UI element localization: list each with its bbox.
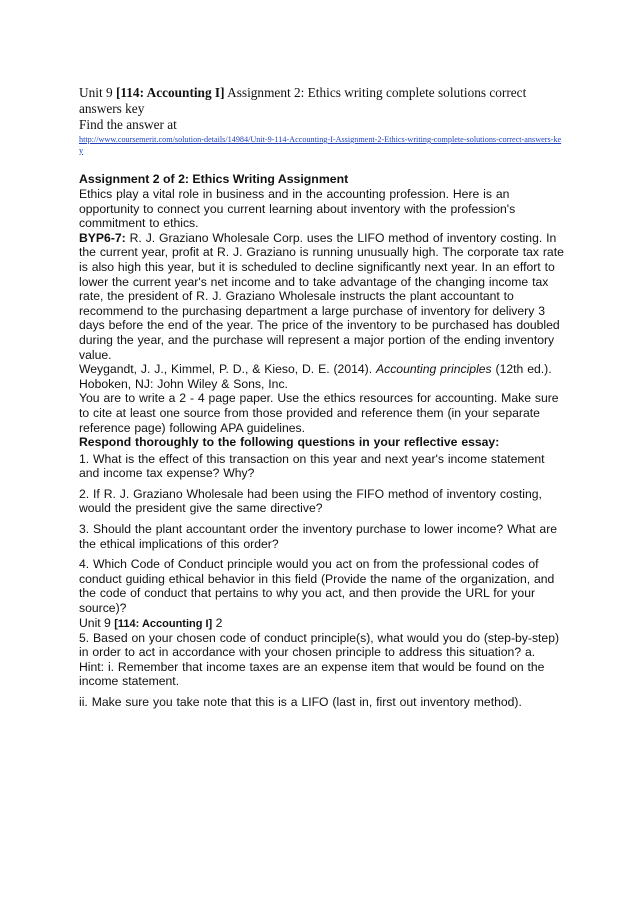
question-2: 2. If R. J. Graziano Wholesale had been using the FIFO method of inventory costing, would the president give the same directive? [79, 486, 542, 516]
document-content [79, 85, 564, 710]
question-5: 5. Based on your chosen code of conduct principle(s), what would you do (step-by-step) in order to act in accordance with your chosen principle to address this situation? a. Hint: i. Remember that income taxes are an expense item that would be found on the income statement. [79, 630, 560, 689]
course-name: [114: Accounting I] [115, 85, 225, 100]
citation-authors: Weygandt, J. J., Kimmel, P. D., & Kieso, D. E. (2014). [79, 362, 376, 377]
find-answer-label: Find the answer at [79, 117, 177, 132]
question-1: 1. What is the effect of this transaction on this year and next year's income statement and income tax expense? Why? [79, 451, 545, 481]
citation [79, 362, 564, 391]
document-header [79, 85, 564, 117]
unit-prefix: Unit 9 [79, 85, 116, 100]
unit-line-page: 2 [212, 615, 223, 630]
intro-paragraph: Ethics play a vital role in business and in the accounting profession. Here is an opportunity to connect you current learning about inventory with the profession's commitment to ethics. [79, 187, 516, 231]
instructions-paragraph: You are to write a 2 - 4 page paper. Use the ethics resources for accounting. Make sure to cite at least one source from those provided and reference them (in your separate reference page) following APA guidelines. [79, 391, 559, 435]
question-4: 4. Which Code of Conduct principle would you act on from the professional codes of conduct guiding ethical behavior in this field (Provide the name of the organization, and the code of conduct that pertains to why you act, and then provide the URL for your source)? [79, 557, 555, 616]
question-3: 3. Should the plant accountant order the inventory purchase to lower income? What are the ethical implications of this order? [79, 522, 558, 551]
respond-heading: Respond thoroughly to the following questions in your reflective essay: [79, 435, 500, 450]
citation-title: Accounting principles [375, 362, 492, 377]
case-text: R. J. Graziano Wholesale Corp. uses the LIFO method of inventory costing. In the current year, profit at R. J. Graziano is running unusually high. The corporate tax rate is also high this year, but it is scheduled to decline significantly next year. In an effort to lower the current year's net income and to take advantage of the changing income tax rate, the president of R. J. Graziano Wholesale instructs the plant accountant to recommend to the purchasing department a large purchase of inventory for delivery 3 days before the end of the year. The price of the inventory to be purchased has doubled during the year, and the purchase will represent a major portion of the ending inventory value. [79, 230, 564, 362]
case-paragraph [79, 231, 564, 362]
assignment-title: Assignment 2: Ethics writing complete solutions correct answers key [79, 85, 527, 116]
section-title: Assignment 2 of 2: Ethics Writing Assignment [79, 172, 349, 186]
unit-line-course: [114: Accounting I] [114, 617, 213, 630]
question-5-ii: ii. Make sure you take note that this is a LIFO (last in, first out inventory method). [79, 695, 522, 709]
page-footer-unit [79, 616, 564, 631]
case-label: BYP6-7: [79, 230, 126, 245]
citation-publisher: (12th ed.). Hoboken, NJ: John Wiley & Sons, Inc. [79, 362, 552, 391]
unit-line-prefix: Unit 9 [79, 615, 115, 630]
solution-link[interactable]: http://www.coursemerit.com/solution-details/14984/Unit-9-114-Accounting-I-Assignment-2-Ethics-writing-complete-solutions-correct-answers-key [79, 135, 562, 155]
